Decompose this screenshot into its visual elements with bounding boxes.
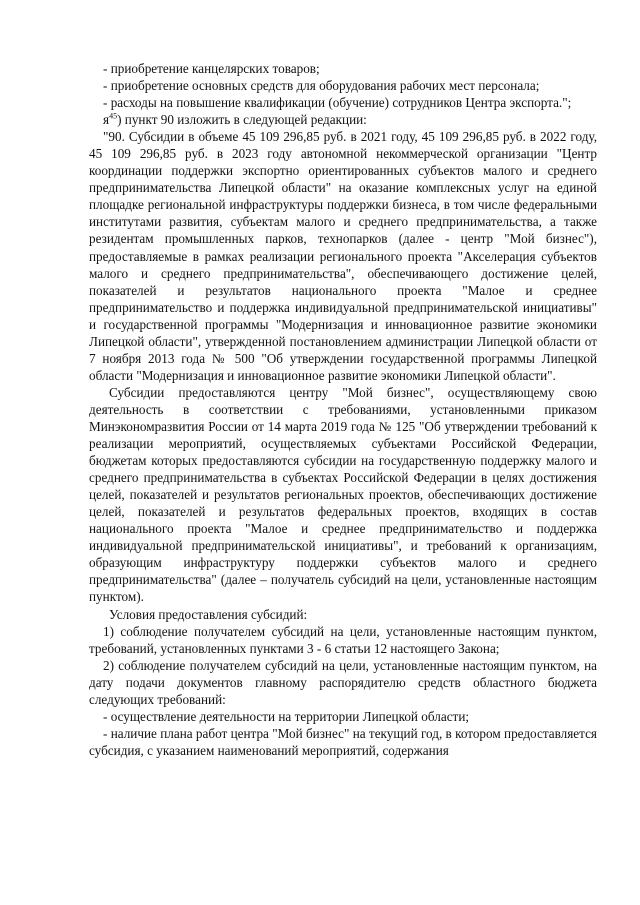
- paragraph-territory: - осуществление деятельности на территории Липецкой области;: [103, 708, 470, 724]
- paragraph-training-costs: - расходы на повышение квалификации (обучение) сотрудников Центра экспорта.";: [103, 95, 572, 111]
- amendment-superscript: 45: [109, 111, 118, 121]
- paragraph-fixed-assets: - приобретение основных средств для оборудования рабочих мест персонала;: [103, 78, 540, 94]
- paragraph-condition-2: 2) соблюдение получателем субсидий на цели, установленные настоящим пунктом, на дату подачи документов главному распорядителю средств областного бюджета следующих требований:: [89, 657, 597, 707]
- document-body: [89, 60, 597, 759]
- amendment-text: ) пункт 90 изложить в следующей редакции:: [117, 112, 367, 128]
- paragraph-work-plan: - наличие плана работ центра "Мой бизнес" на текущий год, в котором предоставляется субсидия, с указанием наименований мероприятий, содержания: [89, 725, 597, 758]
- paragraph-conditions-heading: Условия предоставления субсидий:: [109, 606, 308, 622]
- paragraph-condition-1: 1) соблюдение получателем субсидий на цели, установленные настоящим пунктом, требований, установленных пунктами 3 - 6 статьи 12 настоящего Закона;: [89, 623, 597, 656]
- paragraph-point-90: "90. Субсидии в объеме 45 109 296,85 руб. в 2021 году, 45 109 296,85 руб. в 2022 году, 45 109 296,85 руб. в 2023 году автономной некоммерческой организации "Центр координации поддержки экспортно ориентированных субъектов малого и среднего предпринимательства Липецкой области" на оказание комплексных услуг на единой площадке региональной инфраструктуры поддержки бизнеса, в том числе федеральными институтами развития, субъектам малого и среднего предпринимательства, а также резидентам промышленных парков, технопарков (далее - центр "Мой бизнес"), предоставляемые в рамках реализации регионального проекта "Акселерация субъектов малого и среднего предпринимательства", обеспечивающего достижение целей, показателей и результатов национального проекта "Малое и среднее предпринимательство и поддержка индивидуальной предпринимательской инициативы" и государственной программы "Модернизация и инновационное развитие экономики Липецкой области", утвержденной постановлением администрации Липецкой области от 7 ноября 2013 года № 500 "Об утверждении государственной программы Липецкой области "Модернизация и инновационное развитие экономики Липецкой области".: [89, 129, 597, 383]
- paragraph-subsidy-recipient: Субсидии предоставляются центру "Мой бизнес", осуществляющему свою деятельность в соответствии с требованиями, установленными приказом Минэкономразвития России от 14 марта 2019 года № 125 "Об утверждении требований к реализации мероприятий, осуществляемых субъектами Российской Федерации, бюджетам которых предоставляются субсидии на государственную поддержку малого и среднего предпринимательства в субъектах Российской Федерации в целях достижения целей, показателей и результатов региональных проектов, обеспечивающих достижение целей, показателей и результатов федеральных проектов, входящих в состав национального проекта "Малое и среднее предпринимательство и поддержка индивидуальной предпринимательской инициативы", и требований к организациям, образующим инфраструктуру поддержки субъектов малого и среднего предпринимательства" (далее – получатель субсидий на цели, установленные настоящим пунктом).: [89, 384, 597, 605]
- paragraph-office-supplies: - приобретение канцелярских товаров;: [103, 61, 320, 76]
- paragraph-amendment-intro: [89, 111, 597, 128]
- amendment-letter: я: [103, 112, 110, 128]
